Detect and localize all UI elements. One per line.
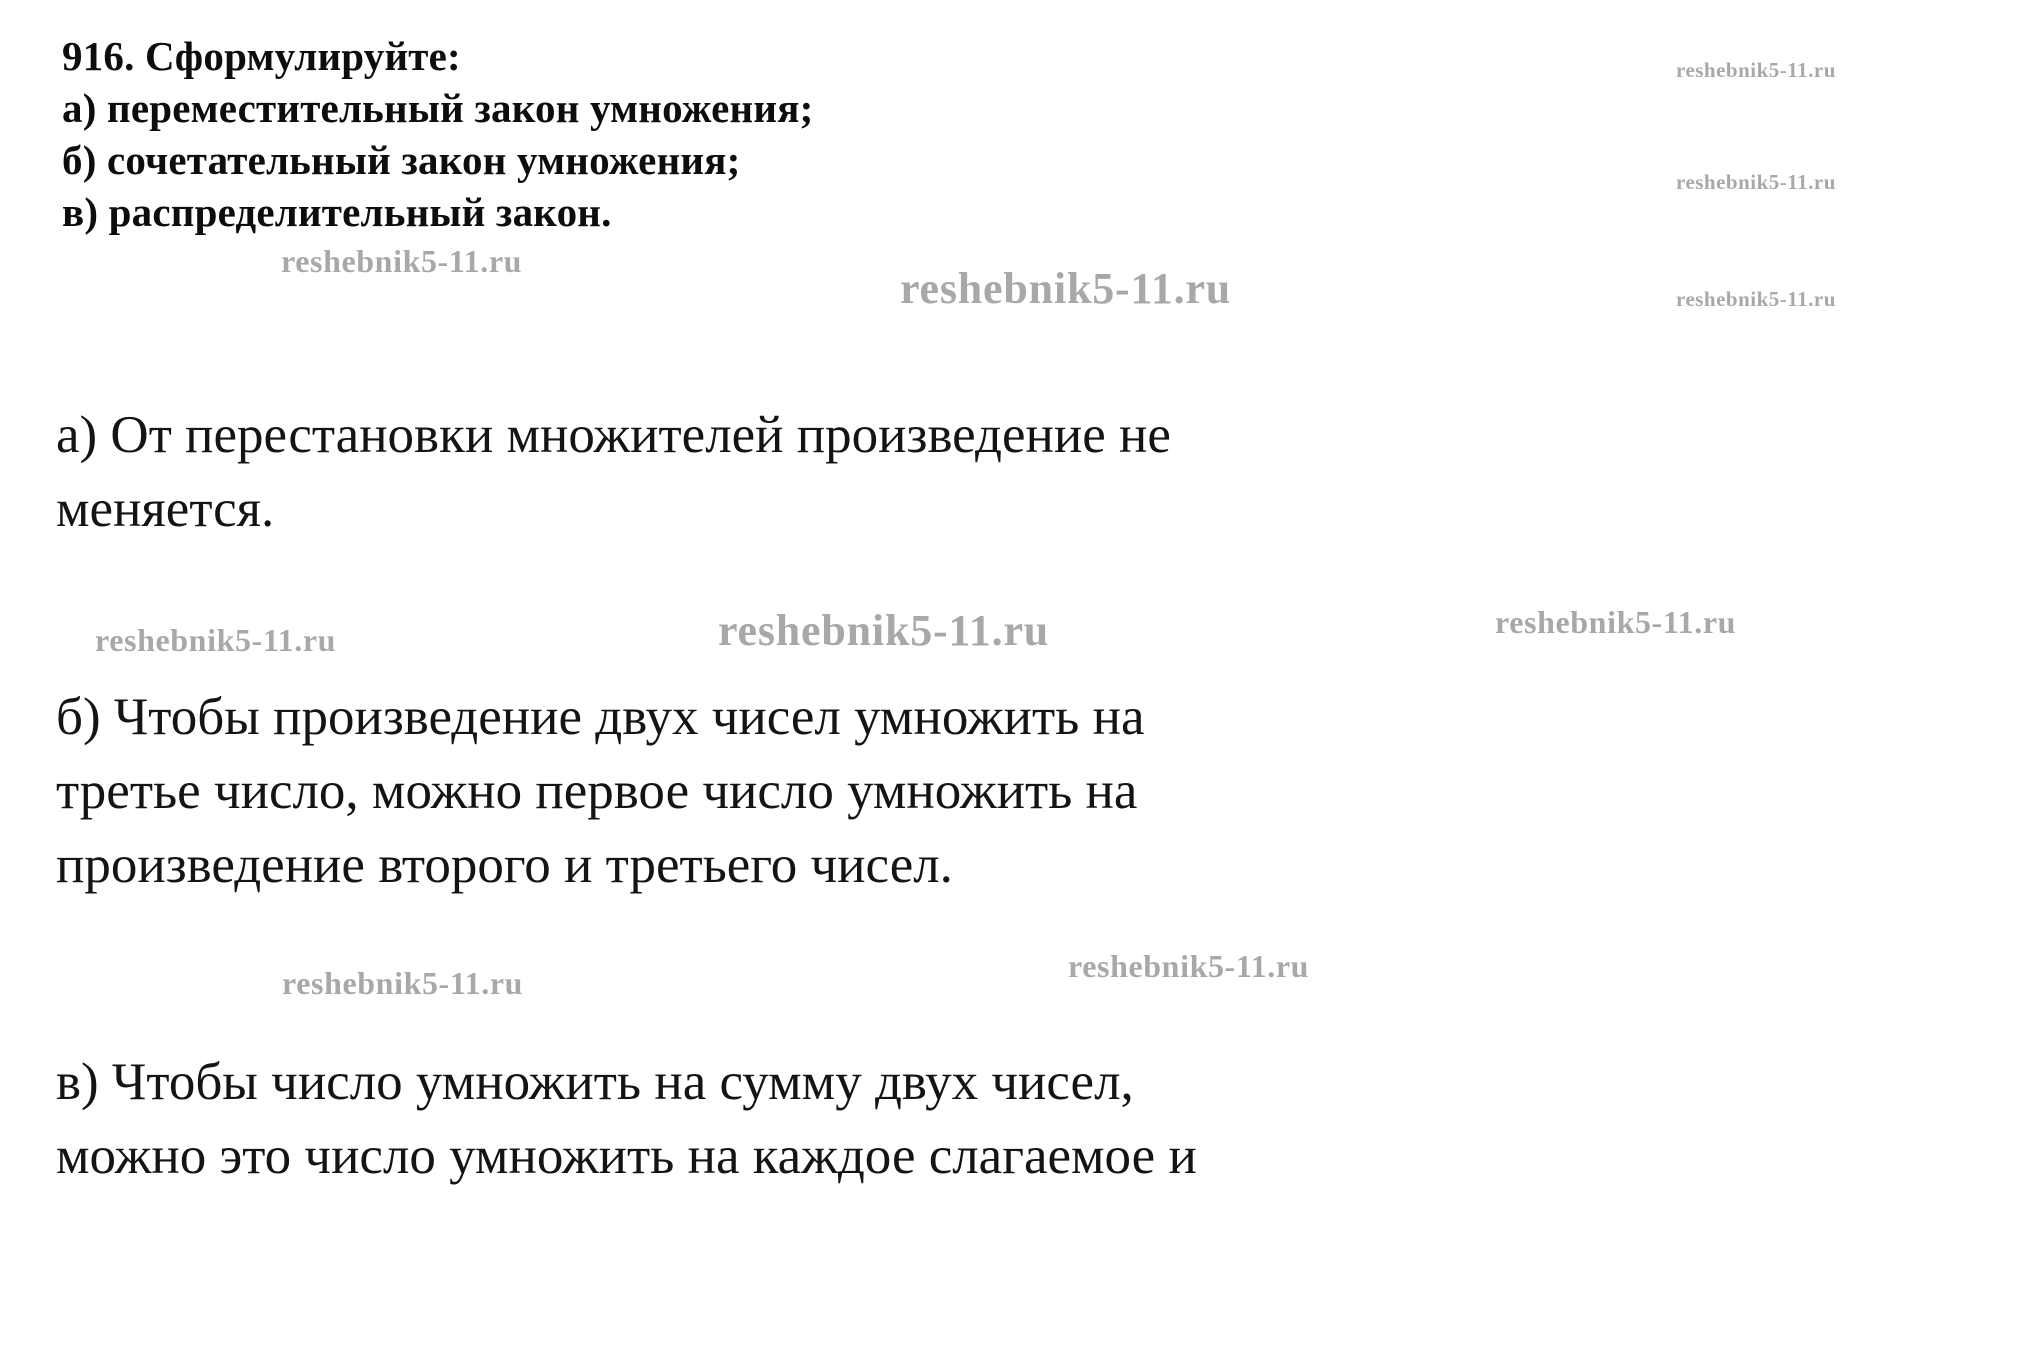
answer-v xyxy=(56,1045,1876,1193)
watermark: reshebnik5-11.ru xyxy=(1068,948,1310,984)
task-item-a: а) переместительный закон умножения; xyxy=(62,85,814,131)
answer-b-line-3: произведение второго и третьего чисел. xyxy=(56,836,953,894)
task-number-and-prompt: 916. Сформулируйте: xyxy=(62,33,461,79)
task-statement xyxy=(62,30,1462,238)
answer-b-line-2: третье число, можно первое число умножить на xyxy=(56,762,1138,820)
watermark: reshebnik5-11.ru xyxy=(95,622,337,658)
watermark: reshebnik5-11.ru xyxy=(1495,604,1737,640)
answer-v-line-2: можно это число умножить на каждое слагаемое и xyxy=(56,1127,1197,1185)
answer-a-line-1: а) От перестановки множителей произведение не xyxy=(56,406,1171,464)
watermark: reshebnik5-11.ru xyxy=(1676,170,1836,194)
watermark: reshebnik5-11.ru xyxy=(281,243,523,279)
watermark: reshebnik5-11.ru xyxy=(718,606,1050,655)
task-item-v: в) распределительный закон. xyxy=(62,189,612,235)
watermark: reshebnik5-11.ru xyxy=(1676,58,1836,82)
watermark: reshebnik5-11.ru xyxy=(900,264,1232,313)
answer-v-line-1: в) Чтобы число умножить на сумму двух чисел, xyxy=(56,1053,1134,1111)
watermark: reshebnik5-11.ru xyxy=(1676,287,1836,311)
answer-b xyxy=(56,680,1876,902)
watermark: reshebnik5-11.ru xyxy=(282,965,524,1001)
answer-b-line-1: б) Чтобы произведение двух чисел умножить на xyxy=(56,688,1145,746)
answer-a xyxy=(56,398,1876,546)
task-item-b: б) сочетательный закон умножения; xyxy=(62,137,741,183)
answer-a-line-2: меняется. xyxy=(56,480,275,538)
